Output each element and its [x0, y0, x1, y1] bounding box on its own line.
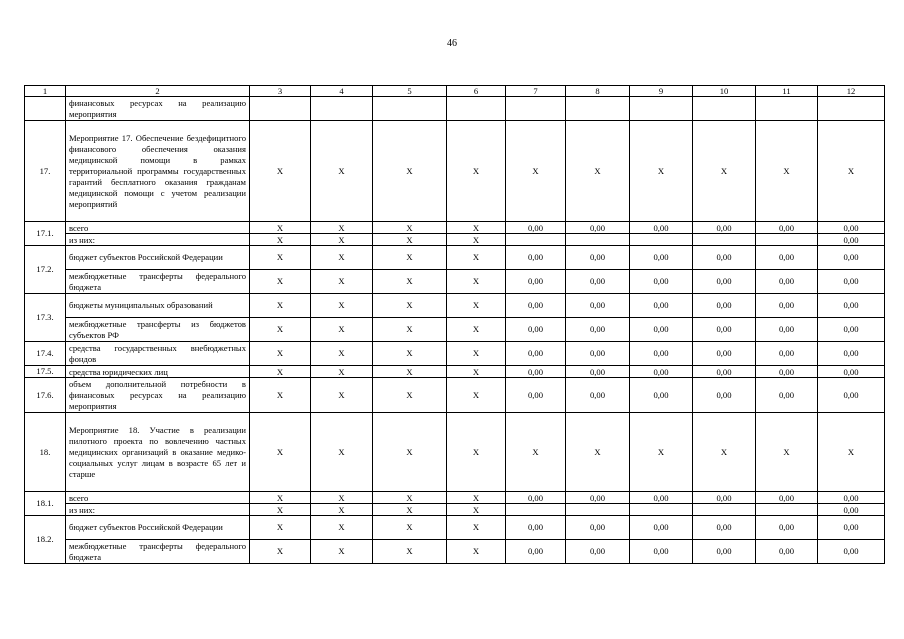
row-description: бюджеты муниципальных образований	[66, 294, 250, 318]
value-cell: 0,00	[818, 366, 885, 378]
row-number: 17.	[25, 121, 66, 222]
table-row	[25, 318, 885, 342]
value-cell	[756, 504, 818, 516]
table-row	[25, 413, 885, 492]
column-header: 6	[447, 86, 506, 97]
row-description: финансовых ресурсах на реализацию мероприятия	[66, 97, 250, 121]
value-cell: X	[373, 378, 447, 413]
page-number: 46	[447, 38, 457, 49]
value-cell: X	[447, 516, 506, 540]
value-cell: X	[250, 366, 311, 378]
value-cell: X	[250, 246, 311, 270]
column-header: 5	[373, 86, 447, 97]
value-cell: X	[818, 413, 885, 492]
value-cell: X	[373, 246, 447, 270]
row-number: 18.2.	[25, 516, 66, 564]
value-cell: 0,00	[693, 318, 756, 342]
value-cell: X	[373, 342, 447, 366]
table-row	[25, 540, 885, 564]
value-cell: X	[756, 121, 818, 222]
row-number: 18.	[25, 413, 66, 492]
value-cell: X	[693, 121, 756, 222]
value-cell: X	[311, 234, 373, 246]
value-cell: 0,00	[818, 378, 885, 413]
value-cell: X	[447, 378, 506, 413]
value-cell	[506, 97, 566, 121]
value-cell: X	[693, 413, 756, 492]
row-number: 17.6.	[25, 378, 66, 413]
row-description: бюджет субъектов Российской Федерации	[66, 246, 250, 270]
value-cell: X	[250, 504, 311, 516]
value-cell: 0,00	[818, 246, 885, 270]
value-cell: 0,00	[566, 294, 630, 318]
value-cell	[630, 504, 693, 516]
value-cell: X	[311, 540, 373, 564]
value-cell: 0,00	[506, 246, 566, 270]
row-description: бюджет субъектов Российской Федерации	[66, 516, 250, 540]
value-cell: X	[373, 540, 447, 564]
value-cell: X	[311, 246, 373, 270]
value-cell: X	[311, 492, 373, 504]
value-cell: 0,00	[693, 246, 756, 270]
row-number: 17.1.	[25, 222, 66, 246]
value-cell: X	[447, 413, 506, 492]
row-description: средства государственных внебюджетных фондов	[66, 342, 250, 366]
value-cell: 0,00	[630, 516, 693, 540]
value-cell: 0,00	[693, 294, 756, 318]
row-description: всего	[66, 492, 250, 504]
value-cell: X	[447, 121, 506, 222]
value-cell: X	[447, 294, 506, 318]
value-cell: 0,00	[693, 516, 756, 540]
value-cell: 0,00	[756, 516, 818, 540]
value-cell: X	[250, 270, 311, 294]
value-cell: X	[447, 504, 506, 516]
value-cell: X	[447, 342, 506, 366]
value-cell: 0,00	[566, 222, 630, 234]
value-cell: 0,00	[630, 270, 693, 294]
value-cell	[756, 234, 818, 246]
column-header: 4	[311, 86, 373, 97]
value-cell: 0,00	[756, 246, 818, 270]
value-cell: 0,00	[506, 366, 566, 378]
table-row	[25, 97, 885, 121]
row-number: 17.4.	[25, 342, 66, 366]
column-header: 1	[25, 86, 66, 97]
value-cell: 0,00	[506, 294, 566, 318]
row-description: из них:	[66, 234, 250, 246]
value-cell: X	[373, 294, 447, 318]
value-cell: 0,00	[818, 540, 885, 564]
value-cell: 0,00	[506, 222, 566, 234]
value-cell: X	[506, 413, 566, 492]
column-header: 9	[630, 86, 693, 97]
value-cell: X	[630, 121, 693, 222]
value-cell	[311, 97, 373, 121]
value-cell: X	[250, 378, 311, 413]
value-cell: X	[311, 413, 373, 492]
value-cell: 0,00	[693, 366, 756, 378]
value-cell: X	[250, 294, 311, 318]
column-header: 10	[693, 86, 756, 97]
value-cell: X	[566, 121, 630, 222]
value-cell: 0,00	[756, 270, 818, 294]
value-cell: X	[311, 504, 373, 516]
value-cell: X	[311, 270, 373, 294]
value-cell	[250, 97, 311, 121]
value-cell: X	[250, 222, 311, 234]
value-cell: 0,00	[693, 492, 756, 504]
value-cell: 0,00	[630, 366, 693, 378]
value-cell: 0,00	[506, 378, 566, 413]
table-row	[25, 246, 885, 270]
value-cell: 0,00	[818, 492, 885, 504]
value-cell: X	[447, 270, 506, 294]
value-cell: 0,00	[756, 294, 818, 318]
column-header: 12	[818, 86, 885, 97]
value-cell: X	[311, 516, 373, 540]
value-cell: X	[250, 516, 311, 540]
value-cell: 0,00	[630, 342, 693, 366]
value-cell: 0,00	[693, 540, 756, 564]
row-description: межбюджетные трансферты из бюджетов субъектов РФ	[66, 318, 250, 342]
value-cell: X	[447, 540, 506, 564]
table-row	[25, 294, 885, 318]
column-header: 11	[756, 86, 818, 97]
value-cell: X	[250, 492, 311, 504]
value-cell: 0,00	[818, 234, 885, 246]
value-cell: X	[311, 342, 373, 366]
value-cell: X	[373, 121, 447, 222]
value-cell: 0,00	[630, 318, 693, 342]
value-cell: 0,00	[566, 366, 630, 378]
value-cell: 0,00	[506, 342, 566, 366]
value-cell: X	[311, 366, 373, 378]
value-cell: 0,00	[756, 342, 818, 366]
value-cell: 0,00	[566, 540, 630, 564]
value-cell	[630, 97, 693, 121]
column-header: 8	[566, 86, 630, 97]
value-cell: X	[311, 222, 373, 234]
value-cell: X	[630, 413, 693, 492]
row-description: средства юридических лиц	[66, 366, 250, 378]
value-cell: X	[311, 378, 373, 413]
row-description: межбюджетные трансферты федерального бюджета	[66, 270, 250, 294]
value-cell	[566, 97, 630, 121]
value-cell	[693, 97, 756, 121]
value-cell: X	[447, 222, 506, 234]
value-cell: X	[250, 342, 311, 366]
value-cell	[566, 504, 630, 516]
row-description: Мероприятие 17. Обеспечение бездефицитного финансового обеспечения оказания медицинской помощи в рамках территориальной программы государственных гарантий бесплатного оказания гражданам медицинской помощи с учетом реализации мероприятий	[66, 121, 250, 222]
value-cell: X	[373, 222, 447, 234]
value-cell: 0,00	[756, 540, 818, 564]
table-row	[25, 234, 885, 246]
value-cell	[756, 97, 818, 121]
value-cell: X	[250, 234, 311, 246]
table-row	[25, 492, 885, 504]
value-cell: 0,00	[756, 366, 818, 378]
row-description: всего	[66, 222, 250, 234]
budget-table	[24, 85, 885, 564]
row-description: Мероприятие 18. Участие в реализации пилотного проекта по вовлечению частных медицинских организаций в оказание медико-социальных услуг лицам в возрасте 65 лет и старше	[66, 413, 250, 492]
value-cell: X	[447, 318, 506, 342]
column-header: 3	[250, 86, 311, 97]
row-number: 17.2.	[25, 246, 66, 294]
table-row	[25, 366, 885, 378]
value-cell: 0,00	[566, 318, 630, 342]
value-cell: 0,00	[818, 342, 885, 366]
value-cell: X	[373, 318, 447, 342]
value-cell: 0,00	[566, 270, 630, 294]
value-cell: 0,00	[506, 540, 566, 564]
table-row	[25, 378, 885, 413]
row-number: 17.5.	[25, 366, 66, 378]
value-cell: 0,00	[756, 378, 818, 413]
value-cell: 0,00	[693, 378, 756, 413]
value-cell: X	[506, 121, 566, 222]
row-description: из них:	[66, 504, 250, 516]
value-cell	[693, 504, 756, 516]
table-row	[25, 222, 885, 234]
table-row	[25, 121, 885, 222]
value-cell: X	[250, 121, 311, 222]
value-cell: 0,00	[506, 492, 566, 504]
value-cell: X	[373, 270, 447, 294]
value-cell: 0,00	[818, 318, 885, 342]
value-cell: 0,00	[506, 318, 566, 342]
value-cell: 0,00	[506, 270, 566, 294]
table-row	[25, 516, 885, 540]
value-cell: 0,00	[630, 540, 693, 564]
value-cell: X	[447, 366, 506, 378]
table-row	[25, 342, 885, 366]
value-cell: X	[447, 492, 506, 504]
value-cell: X	[311, 294, 373, 318]
column-header: 7	[506, 86, 566, 97]
row-description: межбюджетные трансферты федерального бюджета	[66, 540, 250, 564]
value-cell: 0,00	[818, 294, 885, 318]
row-description: объем дополнительной потребности в финансовых ресурсах на реализацию мероприятия	[66, 378, 250, 413]
value-cell: 0,00	[506, 516, 566, 540]
value-cell: 0,00	[818, 222, 885, 234]
value-cell: X	[447, 234, 506, 246]
value-cell: X	[250, 413, 311, 492]
row-number: 18.1.	[25, 492, 66, 516]
value-cell	[818, 97, 885, 121]
value-cell: 0,00	[630, 378, 693, 413]
value-cell: X	[447, 246, 506, 270]
value-cell: 0,00	[566, 492, 630, 504]
value-cell: 0,00	[818, 504, 885, 516]
value-cell: 0,00	[630, 246, 693, 270]
value-cell: 0,00	[818, 270, 885, 294]
value-cell: X	[250, 318, 311, 342]
value-cell	[447, 97, 506, 121]
value-cell: X	[311, 318, 373, 342]
value-cell: 0,00	[630, 294, 693, 318]
row-number: 17.3.	[25, 294, 66, 342]
value-cell	[373, 97, 447, 121]
value-cell: 0,00	[756, 222, 818, 234]
value-cell: X	[756, 413, 818, 492]
value-cell: 0,00	[818, 516, 885, 540]
value-cell: 0,00	[566, 516, 630, 540]
column-header: 2	[66, 86, 250, 97]
value-cell: 0,00	[630, 222, 693, 234]
value-cell: X	[373, 492, 447, 504]
value-cell: 0,00	[566, 342, 630, 366]
value-cell: X	[373, 366, 447, 378]
value-cell	[693, 234, 756, 246]
table-row	[25, 504, 885, 516]
value-cell: 0,00	[693, 342, 756, 366]
value-cell: X	[373, 504, 447, 516]
value-cell	[506, 234, 566, 246]
value-cell: X	[373, 234, 447, 246]
value-cell: X	[373, 516, 447, 540]
value-cell: X	[250, 540, 311, 564]
row-number	[25, 97, 66, 121]
value-cell: 0,00	[566, 378, 630, 413]
value-cell: 0,00	[630, 492, 693, 504]
value-cell: X	[566, 413, 630, 492]
value-cell	[506, 504, 566, 516]
table-header-row	[25, 86, 885, 97]
value-cell: 0,00	[566, 246, 630, 270]
value-cell: X	[373, 413, 447, 492]
value-cell: 0,00	[756, 492, 818, 504]
value-cell: X	[311, 121, 373, 222]
table-row	[25, 270, 885, 294]
value-cell	[566, 234, 630, 246]
value-cell	[630, 234, 693, 246]
value-cell: 0,00	[693, 270, 756, 294]
value-cell: 0,00	[693, 222, 756, 234]
value-cell: X	[818, 121, 885, 222]
value-cell: 0,00	[756, 318, 818, 342]
